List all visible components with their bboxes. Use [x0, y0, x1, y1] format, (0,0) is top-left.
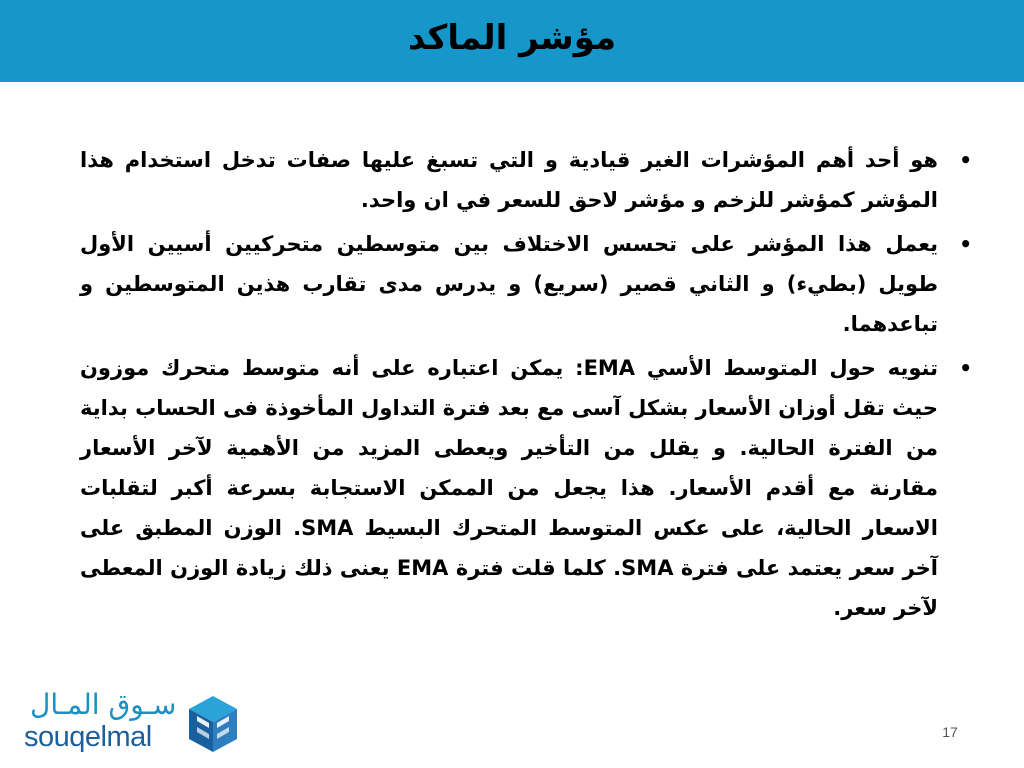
bullet-item: [80, 224, 980, 344]
slide-content: [80, 140, 980, 632]
cube-logo-icon: [187, 694, 239, 754]
bullet-icon: •: [959, 148, 972, 172]
bullet-item: [80, 348, 980, 628]
bullet-text: تنويه حول المتوسط الأسي EMA: يمكن اعتباره على أنه متوسط متحرك موزون حيث تقل أوزان الأسعار بشكل آسى مع بعد فترة التداول المأخوذة فى الحساب بداية من الفترة الحالية. و يقلل من التأخير ويعطى المزيد من الأهمية لآخر الأسعار مقارنة مع أقدم الأسعار. هذا يجعل من الممكن الاستجابة بسرعة أكبر لتقلبات الاسعار الحالية، على عكس المتوسط المتحرك البسيط SMA. الوزن المطبق على آخر سعر يعتمد على فترة SMA. كلما قلت فترة EMA يعنى ذلك زيادة الوزن المعطى لآخر سعر.: [80, 356, 938, 620]
slide-title: مؤشر الماكد: [407, 18, 617, 58]
bullet-icon: •: [959, 232, 972, 256]
bullet-icon: •: [959, 356, 972, 380]
page-number: 17: [942, 724, 958, 740]
bullet-text: يعمل هذا المؤشر على تحسس الاختلاف بين متوسطين متحركيين أسيين الأول طويل (بطيء) و الثاني قصير (سريع) و يدرس مدى تقارب هذين المتوسطين و تباعدهما.: [80, 232, 938, 336]
title-bar: [0, 0, 1024, 82]
souqelmal-logo: [24, 690, 249, 760]
logo-latin-text: souqelmal: [24, 721, 152, 753]
bullet-text: هو أحد أهم المؤشرات الغير قيادية و التي تسبغ عليها صفات تدخل استخدام هذا المؤشر كمؤشر للزخم و مؤشر لاحق للسعر في ان واحد.: [80, 148, 938, 212]
logo-arabic-text: سـوق المـال: [30, 688, 177, 721]
bullet-item: [80, 140, 980, 220]
